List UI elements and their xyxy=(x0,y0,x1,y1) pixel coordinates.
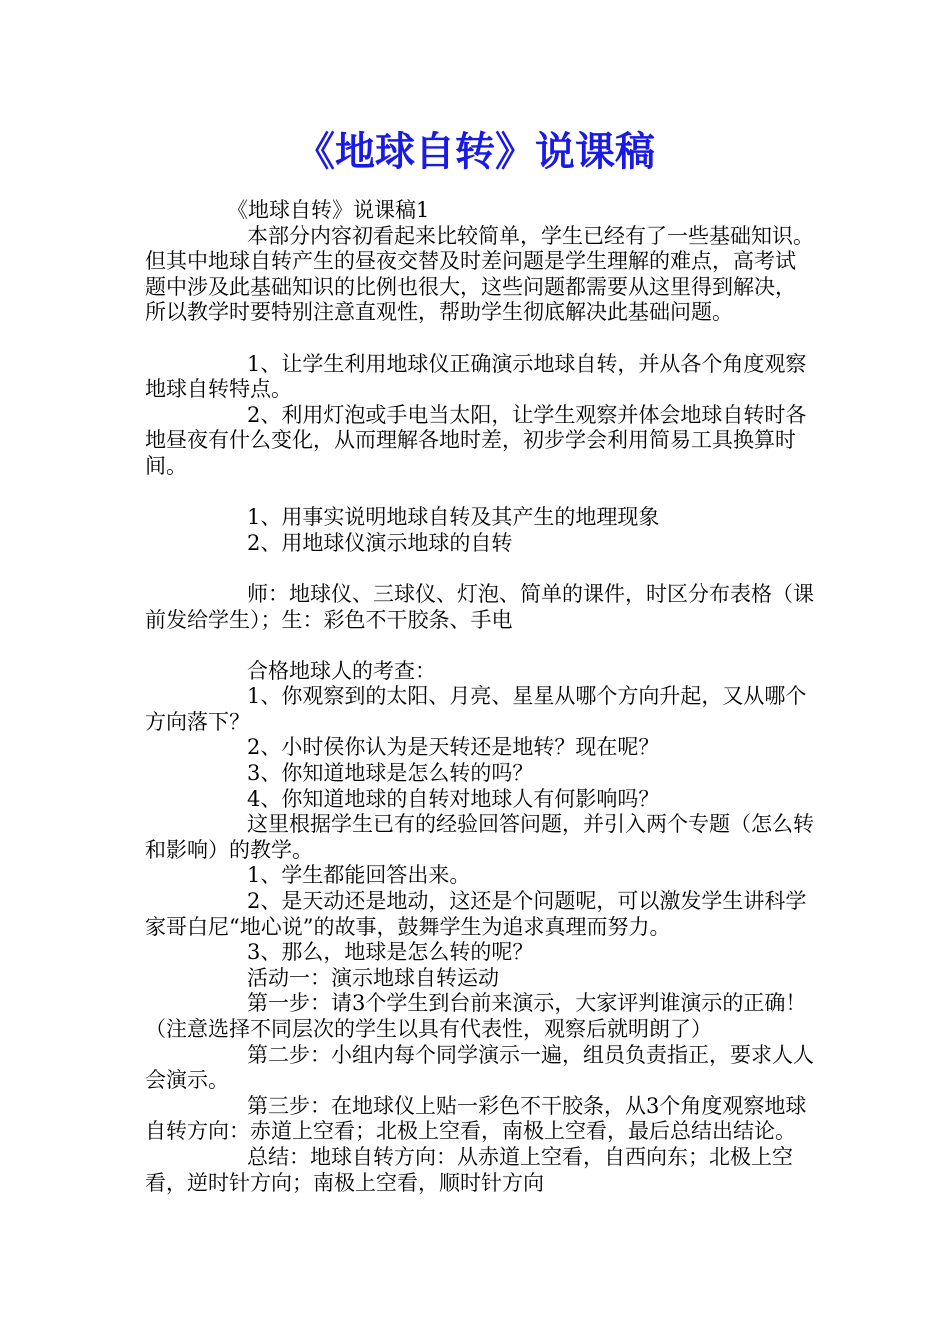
paragraph: 合格地球人的考查： xyxy=(247,658,436,683)
paragraph: 3、那么，地球是怎么转的呢？ xyxy=(247,940,534,965)
paragraph: 1、学生都能回答出来。 xyxy=(247,863,471,888)
paragraph-gap xyxy=(145,633,815,659)
paragraph: 4、你知道地球的自转对地球人有何影响吗？ xyxy=(247,786,660,811)
section-heading: 《地球自转》说课稿1 xyxy=(227,198,430,222)
paragraph: 1、你观察到的太阳、月亮、星星从哪个方向升起，又从哪个方向落下？ xyxy=(145,684,807,734)
paragraph: 本部分内容初看起来比较简单，学生已经有了一些基础知识。但其中地球自转产生的昼夜交替及时差问题是学生理解的难点，高考试题中涉及此基础知识的比例也很大，这些问题都需要从这里得到解决，所以教学时要特别注意直观性，帮助学生彻底解决此基础问题。 xyxy=(145,223,814,325)
paragraph: 第二步：小组内每个同学演示一遍，组员负责指正，要求人人会演示。 xyxy=(145,1042,814,1093)
paragraph: 第三步：在地球仪上贴一彩色不干胶条，从3个角度观察地球自转方向：赤道上空看；北极上空看，南极上空看，最后总结出结论。 xyxy=(145,1093,807,1144)
paragraph: 2、小时侯你认为是天转还是地转？现在呢？ xyxy=(247,735,660,760)
paragraph: 活动一：演示地球自转运动 xyxy=(247,965,499,990)
paragraph: 2、是天动还是地动，这还是个问题呢，可以激发学生讲科学家哥白尼“地心说”的故事，鼓舞学生为追求真理而努力。 xyxy=(145,889,807,939)
paragraph: 2、用地球仪演示地球的自转 xyxy=(247,530,513,555)
paragraph: 3、你知道地球是怎么转的吗？ xyxy=(247,761,534,786)
paragraph-gap xyxy=(145,480,815,506)
paragraph: 第一步：请3个学生到台前来演示，大家评判谁演示的正确！（注意选择不同层次的学生以具有代表性，观察后就明朗了） xyxy=(145,991,807,1041)
paragraph: 这里根据学生已有的经验回答问题，并引入两个专题（怎么转和影响）的教学。 xyxy=(145,812,814,862)
paragraph: 总结：地球自转方向：从赤道上空看，自西向东；北极上空看，逆时针方向；南极上空看，顺时针方向 xyxy=(145,1144,793,1195)
paragraph-gap xyxy=(145,326,815,352)
paragraph: 1、让学生利用地球仪正确演示地球自转，并从各个角度观察地球自转特点。 xyxy=(145,351,807,402)
paragraph: 师：地球仪、三球仪、灯泡、简单的课件，时区分布表格（课前发给学生）；生：彩色不干胶条、手电 xyxy=(145,581,814,632)
paragraph-gap xyxy=(145,556,815,582)
paragraph: 2、利用灯泡或手电当太阳，让学生观察并体会地球自转时各地昼夜有什么变化，从而理解各地时差，初步学会利用简易工具换算时间。 xyxy=(145,402,807,478)
paragraph: 1、用事实说明地球自转及其产生的地理现象 xyxy=(247,505,660,530)
document-body xyxy=(145,198,815,1196)
document-title: 《地球自转》说课稿 xyxy=(295,129,655,175)
